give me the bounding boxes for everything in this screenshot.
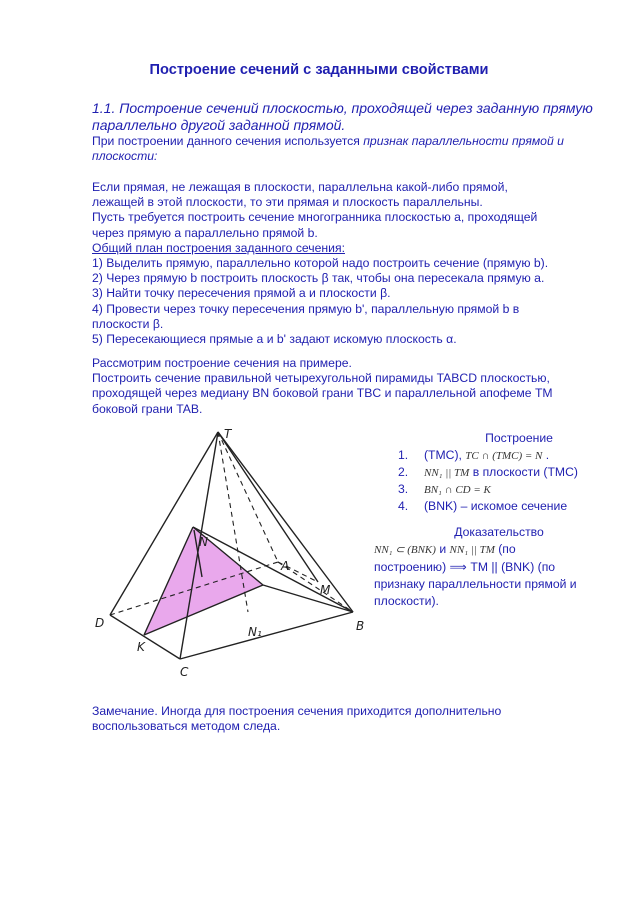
plan-line: 4) Провести через точку пересечения прямую b', параллельную прямой b в	[92, 301, 520, 316]
label-B: B	[356, 619, 365, 633]
figure-lines	[110, 432, 353, 659]
remark-line: Замечание. Иногда для построения сечения приходится дополнительно	[92, 704, 502, 718]
construction-step: 2. NN₁ || TM в плоскости (TMC)	[398, 465, 578, 479]
example-line: боковой грани TAB.	[92, 401, 203, 416]
section-intro	[92, 134, 612, 164]
proof-line: плоскости).	[374, 594, 439, 608]
remark-line: воспользоваться методом следа.	[92, 719, 281, 734]
construction-block	[374, 430, 614, 515]
plan-line: 5) Пересекающиеся прямые a и b' задают искомую плоскость α.	[92, 332, 457, 347]
label-T: T	[224, 427, 232, 441]
line-N1B	[263, 585, 353, 612]
proof-block	[374, 524, 614, 610]
example-line: Построить сечение правильной четырехугольной пирамиды TABCD плоскостью,	[92, 371, 550, 386]
edge-CB	[180, 612, 353, 659]
theory-line: лежащей в этой плоскости, то эти прямая и плоскость параллельны.	[92, 195, 483, 210]
construction-title: Построение	[485, 431, 553, 445]
intro-italic: признак параллельности прямой и плоскости:	[92, 134, 564, 164]
label-M: M	[320, 583, 331, 597]
construction-step: 3. BN₁ ∩ CD = K	[398, 482, 491, 496]
intro-plain: При построении данного сечения используется	[92, 134, 364, 148]
example-block	[92, 356, 612, 417]
section-block	[92, 100, 612, 164]
label-N1: N₁	[248, 625, 262, 639]
example-line: Рассмотрим построение сечения на примере.	[92, 356, 352, 370]
page-title: Построение сечений с заданными свойствами	[149, 62, 489, 78]
theory-line: через прямую a параллельно прямой b.	[92, 225, 318, 240]
theory-line: Пусть требуется построить сечение многогранника плоскостью a, проходящей	[92, 210, 538, 225]
label-K: K	[137, 640, 145, 654]
plan-line: 2) Через прямую b построить плоскость β так, чтобы она пересекала прямую a.	[92, 271, 545, 286]
pyramid-figure	[88, 422, 378, 690]
plan-line: плоскости β.	[92, 316, 164, 331]
label-N: N	[199, 535, 208, 549]
remark-block	[92, 704, 612, 734]
plan-title: Общий план построения заданного сечения:	[92, 240, 345, 255]
proof-line: признаку параллельности прямой и	[374, 577, 577, 591]
proof-title: Доказательство	[454, 525, 544, 539]
label-A: A	[281, 559, 290, 573]
construction-step: 4. (BNK) – искомое сечение	[398, 499, 568, 513]
plan-line: 1) Выделить прямую, параллельно которой надо построить сечение (прямую b).	[92, 256, 549, 271]
edge-AB	[278, 562, 353, 612]
proof-line: NN₁ ⊂ (BNK) и NN₁ || TM (по	[374, 542, 516, 556]
theory-block	[92, 180, 612, 347]
theory-line: Если прямая, не лежащая в плоскости, параллельна какой-либо прямой,	[92, 180, 508, 194]
label-D: D	[95, 616, 105, 630]
proof-line: построению) ⟹ TM || (BNK) (по	[374, 560, 556, 574]
label-C: C	[180, 665, 189, 679]
plan-line: 3) Найти точку пересечения прямой a и плоскости β.	[92, 286, 391, 301]
construction-step: 1. (TMC), TC ∩ (TMC) = N .	[398, 448, 550, 462]
edge-TA	[218, 432, 278, 562]
section-heading: 1.1. Построение сечений плоскостью, проходящей через заданную прямую параллельно другой заданной прямой.	[92, 100, 593, 133]
example-line: проходящей через медиану BN боковой грани TBC и параллельной апофеме TM	[92, 386, 553, 401]
